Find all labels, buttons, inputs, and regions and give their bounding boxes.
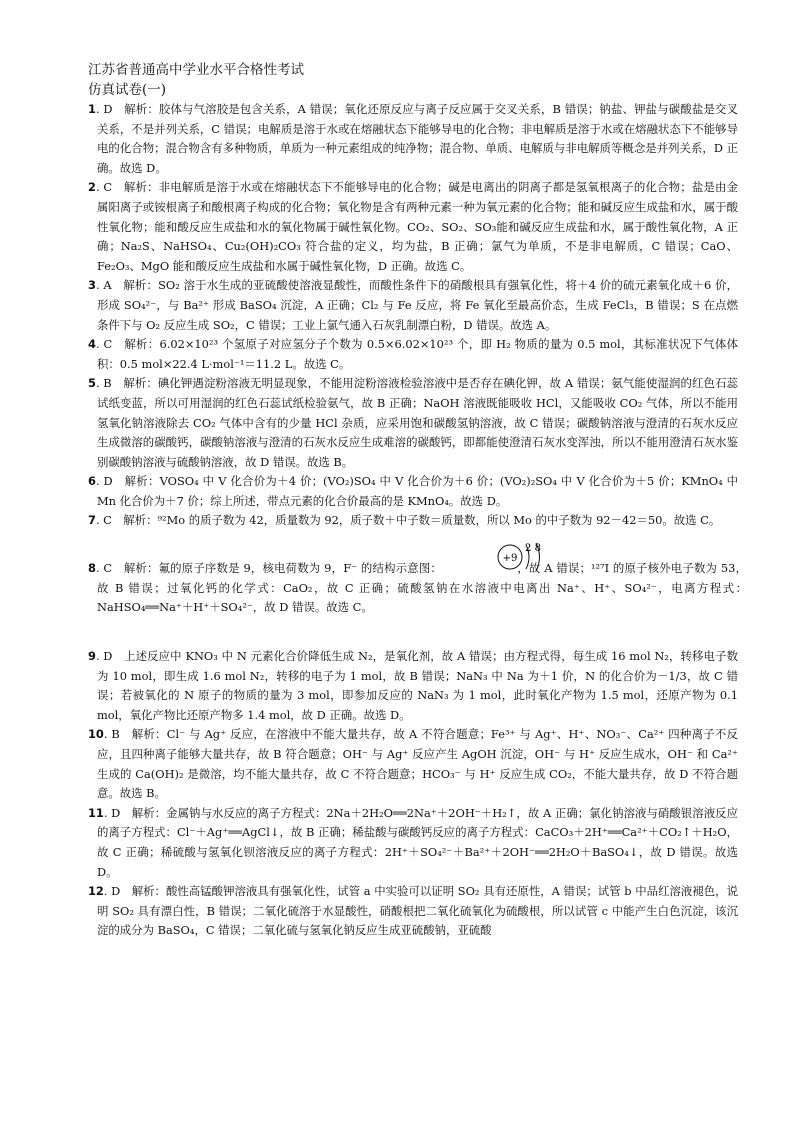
nucleus-charge-label: +9 xyxy=(502,553,518,565)
answer-page xyxy=(88,60,747,941)
answer-item-1: 1. D 解析：胶体与气溶胶是包含关系，A 错误；氧化还原反应与离子反应属于交叉关系，B 错误；钠盐、钾盐与碳酸盐是交叉关系，不是并列关系，C 错误；电解质是溶于水或在熔融状态下能够导电的化合物；非电解质是溶于水或在熔融状态下不能够导电的化合物；混合物含有多种物质，单质为一种元素组成的纯净物；混合物、单质、电解质与非电解质等概念是并列关系，D 正确。故选 D。 xyxy=(88,102,738,175)
answer-item-9: 9. D 上述反应中 KNO₃ 中 N 元素化合价降低生成 N₂，是氧化剂，故 A 错误；由方程式得，每生成 16 mol N₂，转移电子数为 10 mol，即生成 1.6 mol N₂，转移的电子为 1 mol，故 B 错误；NaN₃ 中 Na 为＋1 价，N 的化合价为－1/3，故 C 错误；若被氧化的 N 原子的物质的量为 3 mol，即参加反应的 NaN₃ 为 1 mol，此时氧化产物为 1.5 mol，还原产物为 0.1 mol，氧化产物比还原产物多 1.4 mol，故 D 正确。故选 D。 xyxy=(88,649,738,722)
answer-item-3: 3. A 解析：SO₂ 溶于水生成的亚硫酸使溶液显酸性，而酸性条件下的硝酸根具有强氧化性，将＋4 价的硫元素氧化成＋6 价，形成 SO₄²⁻，与 Ba²⁺ 形成 BaSO₄ 沉淀，A 正确；Cl₂ 与 Fe 反应，将 Fe 氧化至最高价态，生成 FeCl₃，B 错误；S 在点燃条件下与 O₂ 反应生成 SO₂，C 错误；工业上氯气通入石灰乳制漂白粉，D 错误。故选 A。 xyxy=(88,278,738,332)
answer-item-8: 8. C 解析：氟的原子序数是 9，核电荷数为 9，F⁻ 的结构示意图： ，故 A 错误；¹²⁷I 的原子核外电子数为 53，故 B 错误；过氧化钙的化学式：CaO₂，故 C 正确；硫酸氢钠在水溶液中电离出 Na⁺、H⁺、SO₄²⁻，电离方程式：NaHSO₄══Na⁺＋H⁺＋SO₄²⁻，故 D 错误。故选 C。 xyxy=(88,561,747,615)
exam-title: 江苏省普通高中学业水平合格性考试 xyxy=(88,62,304,78)
answer-item-6: 6. D 解析：VOSO₄ 中 V 化合价为＋4 价；(VO₂)SO₄ 中 V 化合价为＋6 价；(VO₂)₂SO₄ 中 V 化合价为＋5 价；KMnO₄ 中 Mn 化合价为＋7 价；综上所述，带点元素的化合价最高的是 KMnO₄。故选 D。 xyxy=(88,474,738,508)
answer-item-5: 5. B 解析：碘化钾遇淀粉溶液无明显现象，不能用淀粉溶液检验溶液中是否存在碘化钾，故 A 错误；氨气能使湿润的红色石蕊试纸变蓝，所以可用湿润的红色石蕊试纸检验氨气，故 B 正确；NaOH 溶液既能吸收 HCl，又能吸收 CO₂ 气体，所以不能用氢氧化钠溶液除去 CO₂ 气体中含有的少量 HCl 杂质，应采用饱和碳酸氢钠溶液，故 C 错误；碳酸钠溶液与澄清的石灰水反应生成微溶的碳酸钙，碳酸钠溶液与澄清的石灰水反应生成难溶的碳酸钙，即都能使澄清石灰水变浑浊，所以不能用澄清石灰水鉴别碳酸钠溶液与硫酸钠溶液，故 D 错误。故选 B。 xyxy=(88,376,738,469)
answer-item-7: 7. C 解析：⁹²Mo 的质子数为 42，质量数为 92，质子数＋中子数＝质量数，所以 Mo 的中子数为 92－42＝50。故选 C。 xyxy=(88,513,721,528)
exam-subtitle: 仿真试卷(一) xyxy=(88,82,167,98)
answer-item-10: 10. B 解析：Cl⁻ 与 Ag⁺ 反应，在溶液中不能大量共存，故 A 不符合题意；Fe³⁺ 与 Ag⁺、H⁺、NO₃⁻、Ca²⁺ 四种离子不反应，且四种离子能够大量共存，故 B 符合题意；OH⁻ 与 Ag⁺ 反应产生 AgOH 沉淀，OH⁻ 与 H⁺ 反应生成水，OH⁻ 和 Ca²⁺ 生成的 Ca(OH)₂ 是微溶，均不能大量共存，故 C 不符合题意；HCO₃⁻ 与 H⁺ 反应生成 CO₂，不能大量共存，故 D 不符合题意。故选 B。 xyxy=(88,727,738,801)
shell-electrons-label: 2 8 xyxy=(525,543,541,555)
answer-item-11: 11. D 解析：金属钠与水反应的离子方程式：2Na＋2H₂O══2Na⁺＋2OH⁻＋H₂↑，故 A 正确；氯化钠溶液与硝酸银溶液反应的离子方程式：Cl⁻＋Ag⁺══AgCl↓，故 B 正确；稀盐酸与碳酸钙反应的离子方程式：CaCO₃＋2H⁺══Ca²⁺＋CO₂↑＋H₂O，故 C 正确；稀硫酸与氢氧化钡溶液反应的离子方程式：2H⁺＋SO₄²⁻＋Ba²⁺＋2OH⁻══2H₂O＋BaSO₄↓，故 D 错误。故选 D。 xyxy=(88,805,738,879)
answer-item-12: 12. D 解析：酸性高锰酸钾溶液具有强氧化性，试管 a 中实验可以证明 SO₂ 具有还原性，A 错误；试管 b 中品红溶液褪色，说明 SO₂ 具有漂白性，B 错误；二氧化硫溶于水显酸性，硝酸根把二氧化硫氧化为硫酸根，所以试管 c 中能产生白色沉淀，该沉淀的成分为 BaSO₄，C 错误；二氧化硫与氢氧化钠反应生成亚硫酸钠，亚硫酸 xyxy=(88,884,738,938)
answer-item-8-block xyxy=(88,531,747,615)
answer-item-2: 2. C 解析：非电解质是溶于水或在熔融状态下不能够导电的化合物；碱是电离出的阴离子都是氢氧根离子的化合物；盐是由金属阳离子或铵根离子和酸根离子构成的化合物；氧化物是含有两种元素一种为氧元素的化合物；能和碱反应生成盐和水，属于酸性氧化物；能和酸反应生成盐和水的氧化物属于碱性氧化物。CO₂、SO₂、SO₃能和碱反应生成盐和水，属于酸性氧化物，A 正确；Na₂S、NaHSO₄、Cu₂(OH)₂CO₃ 符合盐的定义，均为盐，B 正确；氯气为单质，不是非电解质，C 错误；CaO、Fe₂O₃、MgO 能和酸反应生成盐和水属于碱性氧化物，D 正确。故选 C。 xyxy=(88,180,738,273)
answer-item-4: 4. C 解析：6.02×10²³ 个氢原子对应氢分子个数为 0.5×6.02×10²³ 个，即 H₂ 物质的量为 0.5 mol，其标准状况下气体体积：0.5 mol×22.4 L·mol⁻¹＝11.2 L。故选 C。 xyxy=(88,337,738,371)
